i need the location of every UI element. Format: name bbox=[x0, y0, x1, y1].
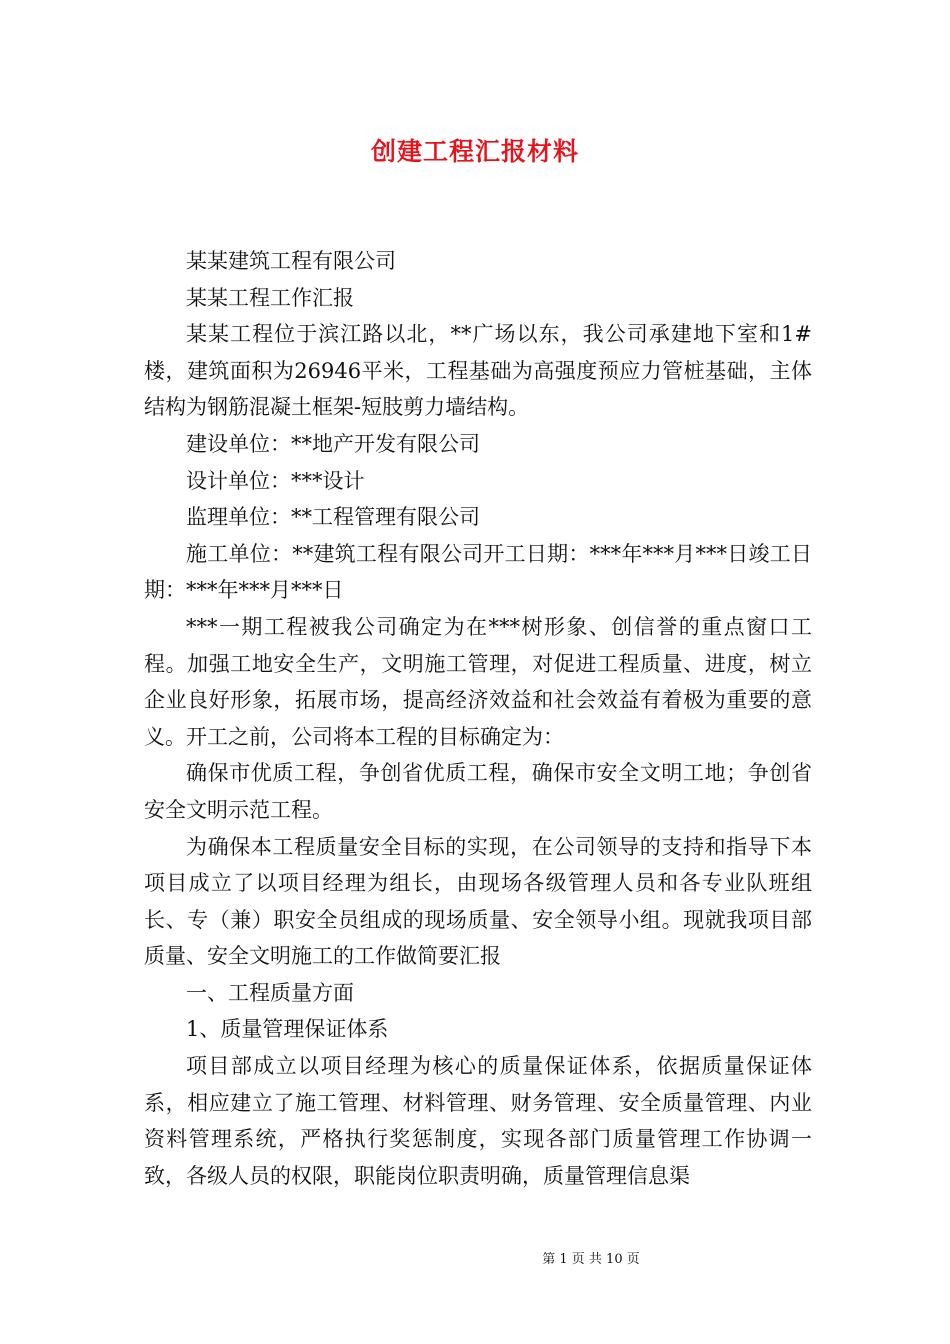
paragraph-report-title: 某某工程工作汇报 bbox=[186, 285, 354, 310]
paragraph-targets: 确保市优质工程，争创省优质工程，确保市安全文明工地；争创省安全文明示范工程。 bbox=[144, 761, 812, 822]
section-heading-quality: 一、工程质量方面 bbox=[186, 980, 354, 1005]
paragraph-supervisor: 监理单位：**工程管理有限公司 bbox=[186, 505, 480, 530]
paragraph-client: 建设单位：**地产开发有限公司 bbox=[186, 431, 480, 456]
page-number: 第 1 页 共 10 页 bbox=[542, 1252, 640, 1267]
paragraph-company: 某某建筑工程有限公司 bbox=[186, 249, 396, 273]
paragraph-quality-system: 项目部成立以项目经理为核心的质量保证体系，依据质量保证体系，相应建立了施工管理、材料管理、财务管理、安全质量管理、内业资料管理系统，严格执行奖惩制度，实现各部门质量管理工作协调一致，各级人员的权限，职能岗位职责明确，质量管理信息渠 bbox=[144, 1054, 812, 1188]
paragraph-contractor: 施工单位：**建筑工程有限公司开工日期：***年***月***日竣工日期：***年***月***日 bbox=[144, 541, 812, 603]
paragraph-overview: 某某工程位于滨江路以北，**广场以东，我公司承建地下室和1#楼，建筑面积为26946平米，工程基础为高强度预应力管桩基础，主体结构为钢筋混凝土框架-短肢剪力墙结构。 bbox=[144, 322, 812, 420]
document-body bbox=[144, 243, 812, 1194]
paragraph-designer: 设计单位：***设计 bbox=[186, 468, 365, 493]
paragraph-project-goal: ***一期工程被我公司确定为在***树形象、创信誉的重点窗口工程。加强工地安全生产，文明施工管理，对促进工程质量、进度，树立企业良好形象，拓展市场，提高经济效益和社会效益有着极为重要的意义。开工之前，公司将本工程的目标确定为： bbox=[144, 614, 812, 749]
subsection-heading-quality-system: 1、质量管理保证体系 bbox=[186, 1017, 389, 1042]
document-title: 创建工程汇报材料 bbox=[370, 137, 579, 166]
paragraph-organization: 为确保本工程质量安全目标的实现，在公司领导的支持和指导下本项目成立了以项目经理为组长，由现场各级管理人员和各专业队班组长、专（兼）职安全员组成的现场质量、安全领导小组。现就我项目部质量、安全文明施工的工作做简要汇报 bbox=[144, 834, 812, 969]
page-footer bbox=[0, 1248, 950, 1267]
